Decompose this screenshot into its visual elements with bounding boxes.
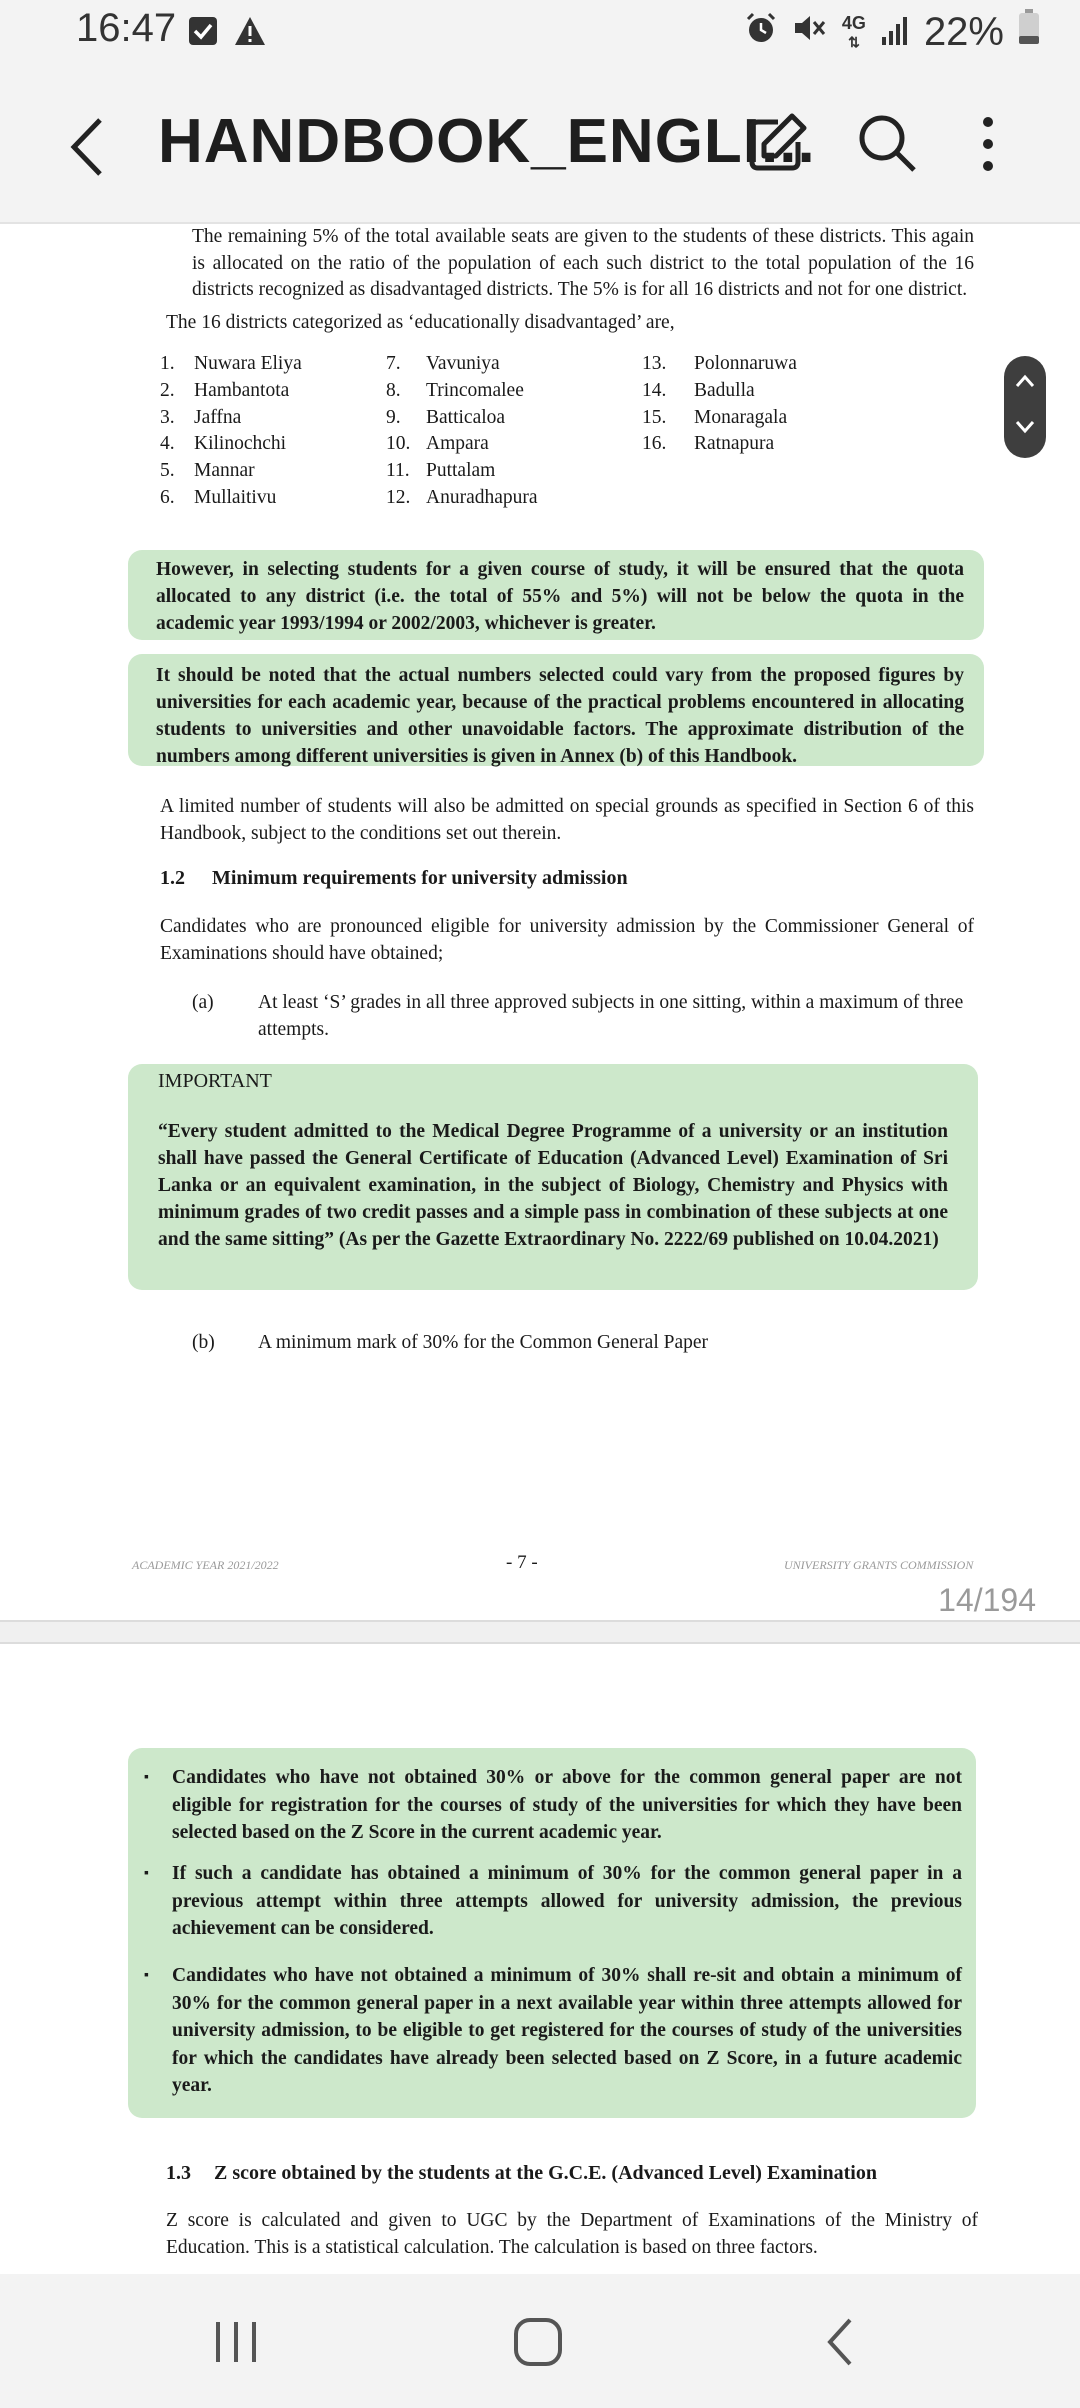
district-name: Polonnaruwa xyxy=(694,353,797,374)
bullet-item: ▪ If such a candidate has obtained a minimum of 30% for the common general paper in a previous attempt within three attempts allowed for university admission, the previous achievement can be considered. xyxy=(172,1860,962,1943)
list-item xyxy=(160,405,302,432)
district-name: Kilinochchi xyxy=(194,433,287,455)
districts-intro: The 16 districts categorized as ‘educationally disadvantaged’ are, xyxy=(166,312,675,333)
page-number: - 7 - xyxy=(506,1552,538,1573)
bullet-item: ▪ Candidates who have not obtained 30% or above for the common general paper are not eligible for registration for the courses of study of the universities for which they have been selected based on the Z Score in the current academic year. xyxy=(172,1764,962,1847)
section-title: Minimum requirements for university admission xyxy=(212,867,628,889)
search-icon[interactable] xyxy=(852,108,924,180)
district-name: Vavuniya xyxy=(426,353,500,374)
list-item xyxy=(386,485,538,512)
item-a-label: (a) xyxy=(192,992,214,1013)
item-number: 15. xyxy=(642,406,667,428)
list-item xyxy=(386,351,538,378)
section-heading-1-3 xyxy=(166,2162,877,2185)
item-number: 14. xyxy=(642,379,667,401)
item-number: 3. xyxy=(160,406,175,428)
district-name: Nuwara Eliya xyxy=(194,353,302,374)
district-name: Ratnapura xyxy=(694,433,775,455)
app-toolbar xyxy=(0,64,1080,224)
list-item xyxy=(160,458,302,485)
recent-apps-icon[interactable] xyxy=(204,2310,268,2374)
scroll-up-icon[interactable] xyxy=(1015,374,1035,393)
district-name: Batticaloa xyxy=(426,406,506,428)
section-number: 1.2 xyxy=(160,867,185,889)
district-name: Badulla xyxy=(694,379,755,401)
item-number: 9. xyxy=(386,406,401,428)
important-box xyxy=(128,1064,978,1290)
item-a-text: At least ‘S’ grades in all three approved subjects in one sitting, within a maximum of three attempts. xyxy=(258,992,964,1040)
district-name: Monaragala xyxy=(694,406,788,428)
district-name: Trincomalee xyxy=(426,379,524,401)
mute-icon xyxy=(792,10,828,55)
more-icon[interactable] xyxy=(952,108,1024,180)
district-list-col2 xyxy=(386,351,538,512)
network-label: 4G xyxy=(841,12,866,33)
district-name: Mullaitivu xyxy=(194,486,277,508)
cgp-rules-box xyxy=(128,1748,976,2118)
warning-icon xyxy=(234,16,264,46)
system-nav-bar xyxy=(0,2274,1080,2408)
page-counter: 14/194 xyxy=(938,1582,1036,1618)
signal-icon xyxy=(880,10,910,55)
item-number: 2. xyxy=(160,379,175,401)
item-number: 8. xyxy=(386,379,401,401)
list-item xyxy=(386,378,538,405)
bullet-item: ▪ Candidates who have not obtained a minimum of 30% shall re-sit and obtain a minimum of 30% for the common general paper in a next available year within three attempts allowed for university admission, to be eligible to get registered for the courses of study of the universities for which the candidates have already been selected based on Z Score, in a future academic year. xyxy=(172,1962,962,2100)
edit-icon[interactable] xyxy=(740,108,812,180)
battery-icon xyxy=(1018,9,1040,55)
status-bar xyxy=(0,0,1080,64)
footer-ugc: UNIVERSITY GRANTS COMMISSION xyxy=(784,1558,974,1572)
document-page-7 xyxy=(0,224,1080,1620)
item-number: 11. xyxy=(386,460,410,482)
list-item xyxy=(642,351,797,378)
item-number: 6. xyxy=(160,486,175,508)
item-number: 12. xyxy=(386,486,411,508)
list-item xyxy=(386,405,538,432)
document-page-8 xyxy=(0,1644,1080,2274)
district-list-col3 xyxy=(642,351,797,458)
list-item xyxy=(160,485,302,512)
district-name: Jaffna xyxy=(194,406,242,428)
district-list-col1 xyxy=(160,351,302,512)
item-number: 7. xyxy=(386,353,401,374)
section-heading-1-2 xyxy=(160,867,628,890)
back-icon[interactable] xyxy=(62,112,114,182)
note-text: It should be noted that the actual numbers selected could vary from the proposed figures by universities for each academic year, because of the practical problems encountered in allocating students to universities and other unavoidable factors. The approximate distribution of the numbers among different universities is given in Annex (b) of this Handbook. xyxy=(156,665,964,767)
item-number: 5. xyxy=(160,460,175,482)
checkbox-notification-icon xyxy=(188,16,218,46)
list-item xyxy=(386,458,538,485)
item-number: 10. xyxy=(386,433,411,455)
status-time: 16:47 xyxy=(76,6,177,50)
document-title: HANDBOOK_ENGLI... xyxy=(158,107,816,176)
list-item xyxy=(642,431,797,458)
page-separator xyxy=(0,1620,1080,1644)
important-text: “Every student admitted to the Medical Degree Programme of a university or an institution shall have passed the General Certificate of Education (Advanced Level) Examination of Sri Lanka or an equivalent examination, in the subject of Biology, Chemistry and Physics with minimum grades of two credit passes and a simple pass in combination of these subjects at one and the same sitting” (As per the Gazette Extraordinary No. 2222/69 published on 10.04.2021) xyxy=(158,1121,948,1250)
scroll-down-icon[interactable] xyxy=(1015,420,1035,439)
list-item xyxy=(160,378,302,405)
important-title: IMPORTANT xyxy=(158,1070,272,1092)
district-name: Mannar xyxy=(194,460,255,482)
footer-academic-year: ACADEMIC YEAR 2021/2022 xyxy=(132,1558,279,1572)
paragraph-special-grounds: A limited number of students will also be admitted on special grounds as specified in Section 6 of this Handbook, subject to the conditions set out therein. xyxy=(160,796,974,844)
district-name: Puttalam xyxy=(426,460,496,482)
paragraph-candidates: Candidates who are pronounced eligible for university admission by the Commissioner General of Examinations should have obtained; xyxy=(160,916,974,964)
quota-text: However, in selecting students for a given course of study, it will be ensured that the quota allocated to any district (i.e. the total of 55% and 5%) will not be below the quota in the academic year 1993/1994 or 2002/2003, whichever is greater. xyxy=(156,559,964,634)
list-item xyxy=(386,431,538,458)
note-highlight-box xyxy=(128,654,984,766)
back-nav-icon[interactable] xyxy=(810,2310,874,2374)
item-number: 16. xyxy=(642,433,667,455)
battery-percent: 22% xyxy=(923,9,1004,54)
list-item xyxy=(642,378,797,405)
page-scroll-control[interactable] xyxy=(1004,356,1046,458)
district-name: Ampara xyxy=(426,433,489,455)
item-number: 13. xyxy=(642,353,667,374)
home-icon[interactable] xyxy=(506,2310,570,2374)
network-type: 4G ⇅ xyxy=(841,12,866,50)
item-number: 4. xyxy=(160,433,175,455)
paragraph-z-score: Z score is calculated and given to UGC by the Department of Examinations of the Ministry of Education. This is a statistical calculation. The calculation is based on three factors. xyxy=(166,2210,978,2258)
paragraph-remaining-seats: The remaining 5% of the total available seats are given to the students of these districts. This again is allocated on the ratio of the population of each such district to the total population of the 16 districts recognized as disadvantaged districts. The 5% is for all 16 districts and not for one district. xyxy=(192,226,974,300)
list-item xyxy=(642,405,797,432)
quota-highlight-box xyxy=(128,550,984,640)
district-name: Anuradhapura xyxy=(426,486,538,508)
section-number: 1.3 xyxy=(166,2162,191,2184)
section-title: Z score obtained by the students at the G.C.E. (Advanced Level) Examination xyxy=(214,2162,877,2184)
list-item xyxy=(160,431,302,458)
item-number: 1. xyxy=(160,353,175,374)
district-name: Hambantota xyxy=(194,379,290,401)
alarm-icon xyxy=(744,10,778,55)
list-item xyxy=(160,351,302,378)
item-b-text: A minimum mark of 30% for the Common General Paper xyxy=(258,1332,709,1353)
item-b-label: (b) xyxy=(192,1332,215,1353)
